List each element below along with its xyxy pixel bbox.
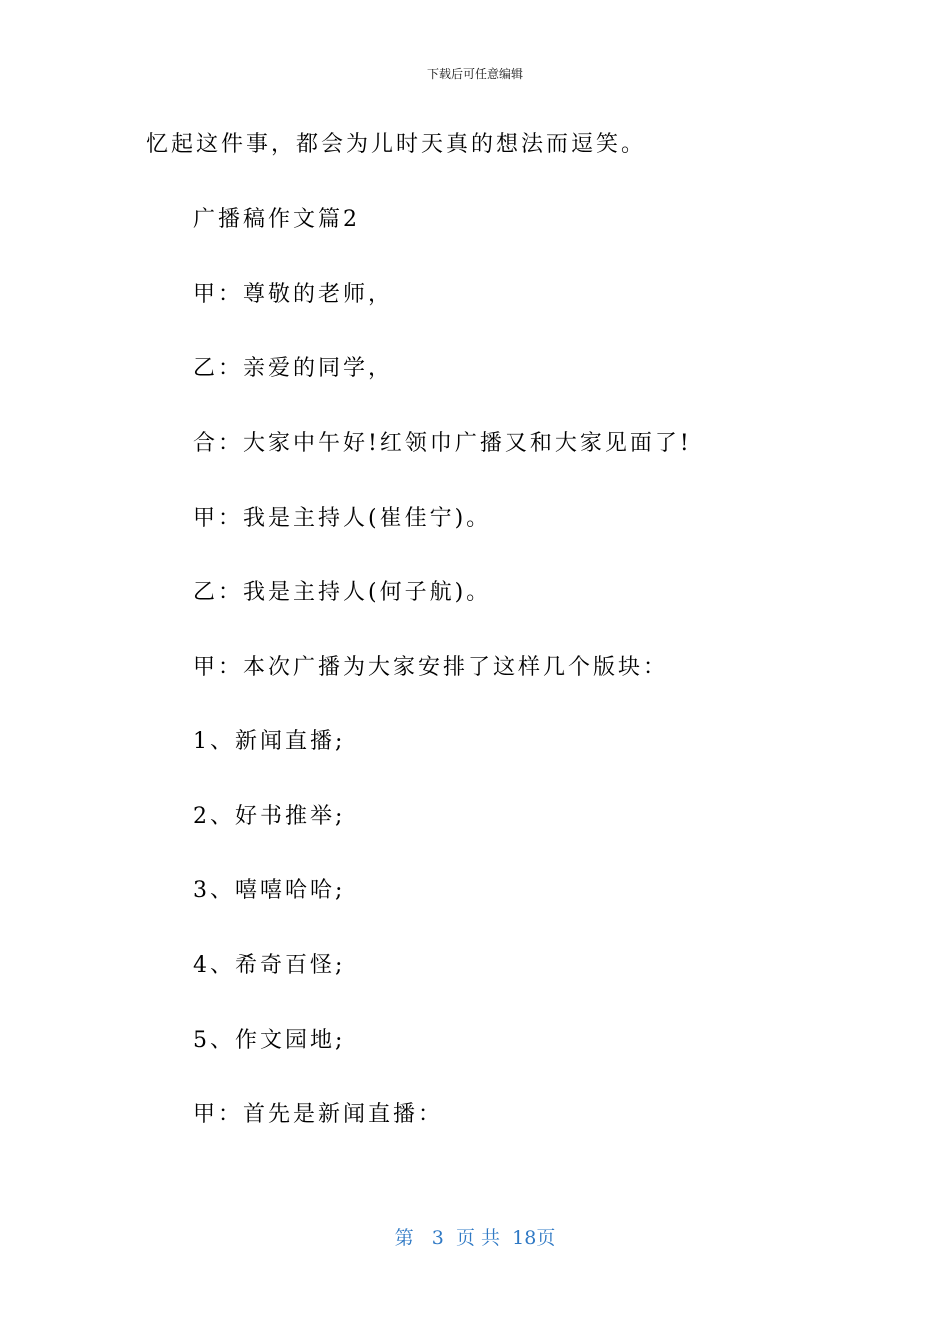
footer-prefix: 第 (394, 1227, 414, 1249)
section-heading: 广播稿作文篇2 (193, 207, 360, 232)
dialogue-line: 甲：本次广播为大家安排了这样几个版块： (193, 655, 669, 680)
dialogue-line: 乙：我是主持人(何子航)。 (193, 580, 492, 605)
dialogue-line: 甲：我是主持人(崔佳宁)。 (193, 506, 492, 531)
dialogue-line: 甲：首先是新闻直播： (193, 1102, 444, 1127)
list-item: 2、好书推举; (193, 804, 346, 829)
list-item: 4、希奇百怪; (193, 953, 346, 978)
list-item: 5、作文园地; (193, 1028, 346, 1053)
list-item: 1、新闻直播; (193, 729, 346, 754)
page-header-note: 下载后可任意编辑 (426, 67, 523, 81)
text-line-continuation: 忆起这件事，都会为儿时天真的想法而逗笑。 (146, 132, 647, 157)
dialogue-line: 合：大家中午好!红领巾广播又和大家见面了! (193, 431, 692, 456)
footer-suffix: 页 (536, 1227, 556, 1249)
page-number-footer (0, 1226, 950, 1250)
current-page-number: 3 (431, 1227, 444, 1249)
dialogue-line: 乙：亲爱的同学， (193, 356, 394, 381)
footer-middle: 页 共 (455, 1227, 501, 1249)
dialogue-line: 甲：尊敬的老师， (193, 282, 394, 307)
list-item: 3、嘻嘻哈哈; (193, 878, 346, 903)
total-pages-number: 18 (512, 1227, 537, 1249)
